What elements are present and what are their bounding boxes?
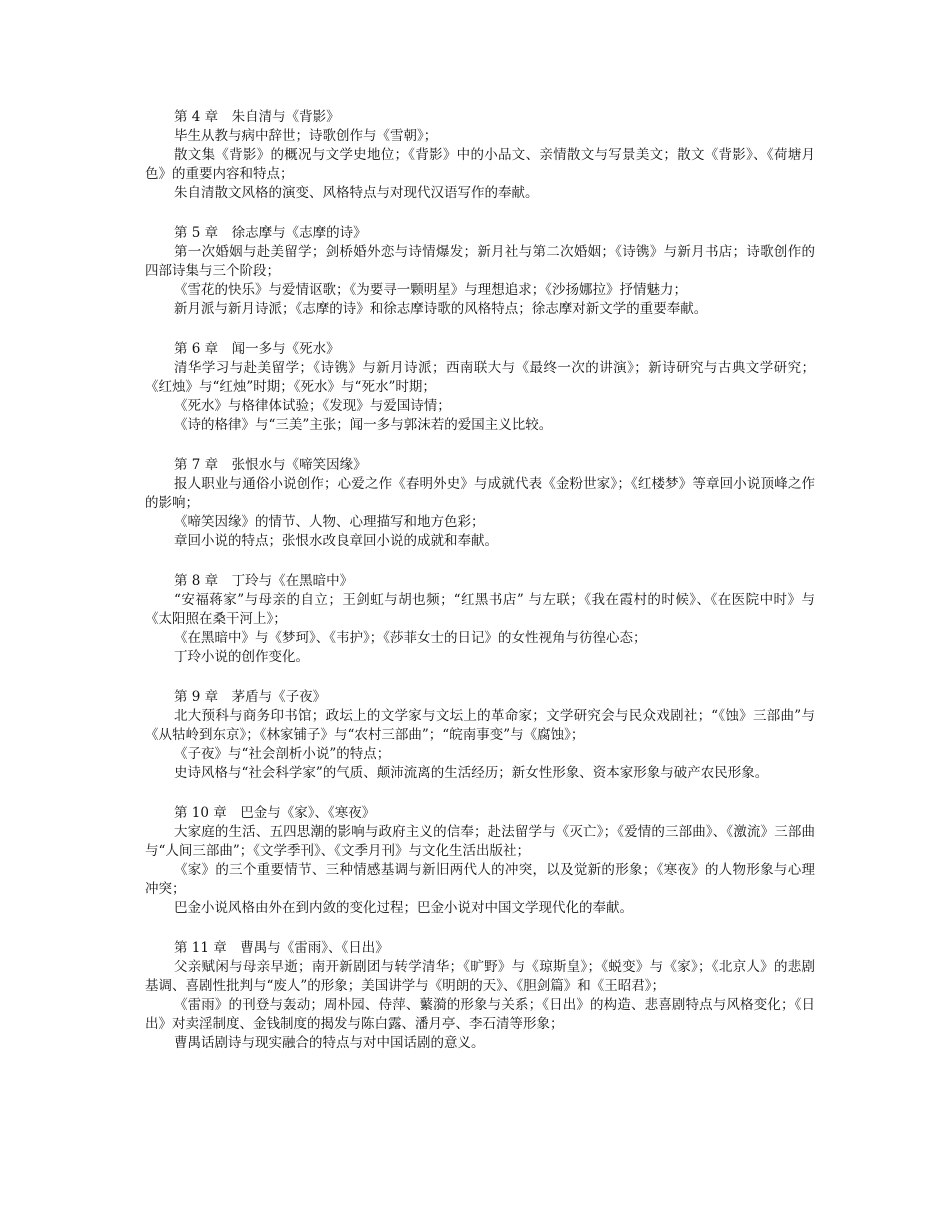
- paragraph: 史诗风格与“社会科学家”的气质、颠沛流离的生活经历；新女性形象、资本家形象与破产农民形象。: [174, 765, 769, 781]
- paragraph: 丁玲小说的创作变化。: [174, 649, 309, 665]
- chapter-section: [145, 804, 815, 918]
- paragraph: 《雷雨》的刊登与轰动；周朴园、侍萍、蘩漪的形象与关系；《日出》的构造、悲喜剧特点与风格变化；《日出》对卖淫制度、金钱制度的揭发与陈白露、潘月亭、李石清等形象；: [145, 997, 815, 1032]
- paragraph: 大家庭的生活、五四思潮的影响与政府主义的信奉；赴法留学与《灭亡》；《爱情的三部曲》、《激流》三部曲与“人间三部曲”；《文学季刊》、《文季月刊》与文化生活出版社；: [145, 824, 815, 859]
- chapter-title: 第 4 章 朱自清与《背影》: [174, 109, 340, 125]
- paragraph: 章回小说的特点；张恨水改良章回小说的成就和奉献。: [174, 533, 498, 549]
- chapter-section: [145, 688, 815, 783]
- paragraph: 《子夜》与“社会剖析小说”的特点；: [174, 746, 391, 762]
- document-page: [145, 108, 815, 1074]
- paragraph: 散文集《背影》的概况与文学史地位；《背影》中的小品文、亲情散文与写景美文；散文《背影》、《荷塘月色》的重要内容和特点；: [145, 147, 815, 182]
- paragraph: 曹禺话剧诗与现实融合的特点与对中国话剧的意义。: [174, 1035, 485, 1051]
- chapter-section: [145, 456, 815, 551]
- chapter-title: 第 7 章 张恨水与《啼笑因缘》: [174, 457, 367, 473]
- paragraph: 《啼笑因缘》的情节、人物、心理描写和地方色彩；: [174, 514, 485, 530]
- chapter-section: [145, 108, 815, 203]
- chapter-section: [145, 572, 815, 667]
- paragraph: “安福蒋家”与母亲的自立；王剑虹与胡也频；“红黑书店” 与左联；《我在霞村的时候》、《在医院中时》与《太阳照在桑干河上》；: [145, 592, 815, 627]
- paragraph: 报人职业与通俗小说创作；心爱之作《春明外史》与成就代表《金粉世家》；《红楼梦》等章回小说顶峰之作的影响；: [145, 476, 815, 511]
- paragraph: 《死水》与格律体试验；《发现》与爱国诗情；: [174, 398, 451, 414]
- paragraph: 毕生从教与病中辞世；诗歌创作与《雪朝》；: [174, 128, 438, 144]
- paragraph: 巴金小说风格由外在到内敛的变化过程；巴金小说对中国文学现代化的奉献。: [174, 900, 633, 916]
- chapter-section: [145, 224, 815, 319]
- paragraph: 《在黑暗中》与《梦珂》、《韦护》；《莎菲女士的日记》的女性视角与彷徨心态；: [174, 630, 647, 646]
- chapter-section: [145, 939, 815, 1053]
- paragraph: 《家》的三个重要情节、三种情感基调与新旧两代人的冲突，以及觉新的形象；《寒夜》的人物形象与心理冲突；: [145, 862, 815, 897]
- paragraph: 新月派与新月诗派；《志摩的诗》和徐志摩诗歌的风格特点；徐志摩对新文学的重要奉献。: [174, 301, 708, 317]
- chapter-title: 第 6 章 闻一多与《死水》: [174, 341, 340, 357]
- chapter-title: 第 8 章 丁玲与《在黑暗中》: [174, 573, 354, 589]
- paragraph: 朱自清散文风格的演变、风格特点与对现代汉语写作的奉献。: [174, 185, 539, 201]
- paragraph: 第一次婚姻与赴美留学；剑桥婚外恋与诗情爆发；新月社与第二次婚姻；《诗镌》与新月书店；诗歌创作的四部诗集与三个阶段；: [145, 244, 815, 279]
- paragraph: 清华学习与赴美留学；《诗镌》与新月诗派；西南联大与《最终一次的讲演》；新诗研究与古典文学研究；《红烛》与“红烛”时期；《死水》与“死水”时期；: [145, 360, 815, 395]
- chapter-title: 第 11 章 曹禺与《雷雨》、《日出》: [174, 940, 389, 956]
- chapter-title: 第 5 章 徐志摩与《志摩的诗》: [174, 225, 367, 241]
- chapter-title: 第 9 章 茅盾与《子夜》: [174, 689, 327, 705]
- chapter-section: [145, 340, 815, 435]
- paragraph: 父亲赋闲与母亲早逝；南开新剧团与转学清华；《旷野》与《琼斯皇》；《蜕变》与《家》；《北京人》的悲剧基调、喜剧性批判与“废人”的形象；美国讲学与《明朗的天》、《胆剑篇》和《王昭君》；: [145, 959, 815, 994]
- paragraph: 《雪花的快乐》与爱情讴歌；《为要寻一颗明星》与理想追求；《沙扬娜拉》抒情魅力；: [174, 282, 687, 298]
- paragraph: 北大预科与商务印书馆；政坛上的文学家与文坛上的革命家；文学研究会与民众戏剧社；“《蚀》三部曲”与《从牯岭到东京》；《林家铺子》与“农村三部曲”；“皖南事变”与《腐蚀》；: [145, 708, 815, 743]
- paragraph: 《诗的格律》与“三美”主张；闻一多与郭沫若的爱国主义比较。: [174, 417, 553, 433]
- chapter-title: 第 10 章 巴金与《家》、《寒夜》: [174, 805, 376, 821]
